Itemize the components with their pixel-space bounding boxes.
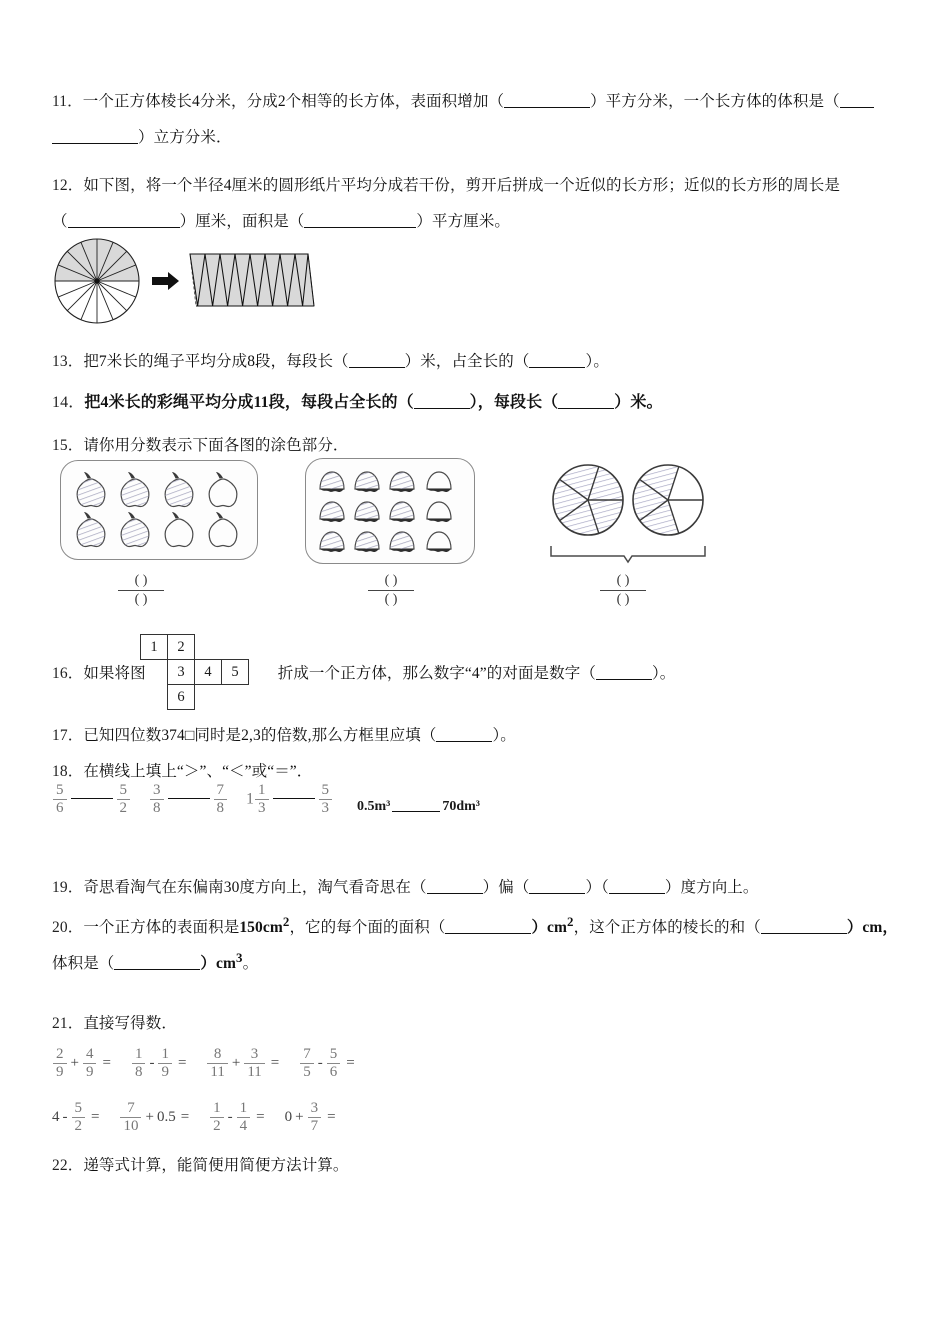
question-20-blank-1[interactable]	[445, 933, 531, 934]
expression-6-equals: =	[180, 1108, 190, 1125]
question-20-sup-2: 2	[567, 914, 574, 929]
expression-8-operand-b	[308, 1100, 322, 1135]
comparison-2[interactable]	[149, 782, 228, 817]
question-20-blank-3[interactable]	[114, 969, 200, 970]
expression-1-operator: +	[70, 1054, 79, 1071]
question-17-text-e: 的倍数,那么方框里应填（	[260, 727, 437, 744]
comparison-3-right-denominator: 3	[319, 799, 333, 817]
question-22-text: 递等式计算，能简便用简便方法计算。	[83, 1157, 349, 1174]
sector-circle	[55, 239, 139, 323]
comparison-1-right-denominator: 2	[117, 799, 131, 817]
mushroom-tray	[305, 458, 475, 564]
question-11-text-tail: ）立方分米．	[138, 129, 232, 146]
question-12-text-mid: ）厘米，面积是（	[179, 213, 305, 230]
answer-fraction-2-denominator[interactable]: ( )	[384, 591, 398, 607]
question-14-text-c: 米长的彩绳平均分成	[108, 394, 254, 411]
question-20-text-a: 一个正方体的表面积是	[83, 919, 240, 937]
expression-7-b-denominator: 4	[237, 1117, 251, 1135]
answer-fraction-1-numerator[interactable]: ( )	[118, 572, 164, 591]
comparison-3-left-numerator: 1	[258, 782, 266, 798]
answer-fraction-2[interactable]	[368, 572, 414, 608]
apple-tray-figure	[60, 460, 258, 560]
question-20-number: 20．	[52, 919, 84, 937]
question-19-text-f: ）度方向上。	[664, 879, 759, 896]
apple-grid-svg	[71, 470, 249, 552]
expression-3-b-denominator: 11	[244, 1063, 264, 1081]
expression-2-operand-b	[158, 1046, 172, 1081]
rearranged-strip	[190, 254, 314, 306]
expression-1-equals: =	[102, 1054, 111, 1071]
question-20-sup-1: 2	[282, 914, 290, 929]
expression-4-b-numerator: 5	[329, 1046, 338, 1062]
question-16-blank[interactable]	[596, 679, 652, 680]
expression-4-a-denominator: 5	[300, 1063, 314, 1081]
question-16-quote-open: “	[464, 665, 472, 682]
expression-5-operator: -	[62, 1108, 68, 1125]
expression-2-b-numerator: 1	[161, 1046, 169, 1062]
comparison-3-left-denominator: 3	[255, 799, 269, 817]
question-14-length: 4	[100, 394, 109, 411]
cube-net-cell-empty-2	[222, 635, 249, 660]
cube-net-row-1	[141, 635, 249, 660]
question-22	[52, 1152, 922, 1181]
expression-8-a-whole: 0	[284, 1108, 293, 1125]
question-14	[52, 388, 922, 418]
question-11-text-a: 一个正方体棱长	[82, 93, 192, 110]
comparison-3-left-mixed	[246, 782, 270, 817]
question-16-text-a: 如果将图	[83, 665, 146, 682]
question-18-number: 18．	[52, 763, 84, 780]
expression-8-equals: =	[327, 1108, 336, 1125]
circle-partial	[633, 465, 703, 535]
question-14-text-f: ），每段长（	[469, 394, 559, 411]
comparison-2-blank[interactable]	[168, 798, 210, 799]
expression-5-a-whole: 4	[52, 1108, 60, 1125]
expression-3[interactable]	[206, 1046, 279, 1081]
comparison-1-left-fraction	[53, 782, 67, 817]
expression-4-operator: -	[317, 1054, 323, 1071]
expression-7-a-numerator: 1	[213, 1100, 221, 1116]
question-21-text: 直接写得数．	[83, 1015, 177, 1032]
question-12-text-a: 如下图，将一个半径	[83, 177, 224, 194]
question-19-degrees: 30	[223, 879, 240, 896]
comparison-2-left-denominator: 8	[150, 799, 164, 817]
question-11-value-edge: 4	[191, 93, 200, 110]
question-13-text-a: 把	[83, 353, 99, 370]
expression-2-equals: =	[177, 1054, 187, 1071]
comparison-1-left-numerator: 5	[56, 782, 64, 798]
question-19-text-a: 奇思看淘气在东偏南	[83, 879, 224, 896]
mushroom-tray-figure	[305, 458, 475, 564]
expression-6-operand-a	[120, 1100, 141, 1135]
comparison-3[interactable]	[246, 782, 333, 817]
expression-4-operand-b	[327, 1046, 341, 1081]
cube-net-cell-6: 6	[168, 685, 195, 710]
expression-1-b-numerator: 4	[85, 1046, 94, 1062]
comparison-3-right-fraction	[319, 782, 333, 817]
question-11-text-c: 分米，分成	[199, 93, 278, 110]
comparison-3-blank[interactable]	[273, 798, 315, 799]
expression-4-a-numerator: 7	[303, 1046, 311, 1062]
expression-2-operand-a	[132, 1046, 146, 1081]
expression-2-a-numerator: 1	[134, 1046, 143, 1062]
question-13-text-g: ）。	[585, 353, 609, 370]
expression-5[interactable]	[52, 1100, 99, 1135]
comparison-2-right-denominator: 8	[214, 799, 228, 817]
cube-net-cell-empty-1	[195, 635, 222, 660]
comparison-4-left-value: 0.5m³	[357, 798, 391, 814]
question-11-number: 11．	[52, 93, 83, 110]
answer-fraction-3[interactable]	[600, 572, 646, 608]
question-14-blank-2[interactable]	[558, 408, 614, 409]
expression-5-equals: =	[91, 1108, 100, 1125]
expression-3-equals: =	[270, 1054, 280, 1071]
expression-2-a-denominator: 8	[132, 1063, 146, 1081]
question-20-text-tail: 。	[242, 955, 259, 973]
question-20-sup-3: 3	[236, 950, 243, 965]
expression-1-a-numerator: 2	[56, 1046, 64, 1062]
question-13-blank-2[interactable]	[529, 367, 585, 368]
question-11-text-f: ）平方分米，一个长方体的体积是（	[590, 93, 840, 110]
mushroom-grid-svg	[315, 467, 467, 557]
expression-1-operand-b	[83, 1046, 97, 1081]
question-13-text-c: 米长的绳子平均分成	[106, 353, 248, 370]
expression-7-a-denominator: 2	[210, 1117, 224, 1135]
expression-7[interactable]	[209, 1100, 264, 1135]
expression-3-a-denominator: 11	[207, 1063, 227, 1081]
circle-full	[553, 465, 623, 535]
expression-7-operator: -	[227, 1108, 233, 1125]
question-12-text-tail: ）平方厘米。	[416, 213, 511, 230]
answer-fraction-1[interactable]	[118, 572, 164, 608]
question-17-blank[interactable]	[436, 741, 492, 742]
question-21-row-2	[52, 1100, 356, 1135]
question-21-row-1	[52, 1046, 375, 1081]
question-17-text-c: 同时是	[194, 727, 242, 744]
question-20-line2	[52, 946, 932, 979]
expression-7-b-numerator: 1	[239, 1100, 248, 1116]
question-15	[52, 432, 922, 461]
circle-to-rectangle-svg	[52, 238, 322, 324]
question-17-text-a: 已知四位数	[83, 727, 162, 744]
answer-fraction-3-denominator[interactable]: ( )	[616, 591, 630, 607]
cube-net-cell-3: 3	[168, 660, 195, 685]
expression-3-operand-a	[207, 1046, 227, 1081]
question-12-blank-area[interactable]	[304, 227, 416, 228]
question-11-value-parts: 2	[277, 93, 286, 110]
question-13-segments: 8	[247, 353, 256, 370]
expression-8-b-numerator: 3	[310, 1100, 319, 1116]
expression-3-operand-b	[244, 1046, 264, 1081]
expression-1[interactable]	[52, 1046, 111, 1081]
comparison-1-left-denominator: 6	[53, 799, 67, 817]
cube-net-cell-5: 5	[222, 660, 249, 685]
question-17-box-icon: □	[184, 727, 195, 744]
comparison-2-left-fraction	[150, 782, 164, 817]
comparison-2-left-numerator: 3	[153, 782, 161, 798]
expression-4-equals: =	[346, 1054, 355, 1071]
cube-net-cell-1: 1	[141, 635, 168, 660]
expression-3-b-numerator: 3	[250, 1046, 259, 1062]
comparison-4-blank[interactable]	[392, 811, 440, 812]
circle-to-rectangle-diagram	[52, 238, 322, 329]
question-11-blank-1[interactable]	[504, 107, 590, 108]
question-18-text: 在横线上填上“＞”、“＜”或“＝”．	[83, 763, 313, 780]
question-14-text-g: ）米。	[614, 394, 663, 411]
question-11-blank-2b[interactable]	[52, 143, 138, 144]
question-13	[52, 348, 922, 377]
question-22-number: 22．	[52, 1157, 84, 1174]
question-19-blank-1[interactable]	[427, 893, 483, 894]
expression-6[interactable]	[119, 1100, 189, 1135]
question-13-blank-1[interactable]	[349, 367, 405, 368]
question-14-blank-1[interactable]	[414, 408, 470, 409]
comparison-1-right-fraction	[117, 782, 131, 817]
question-13-text-f: ）米，占全长的（	[404, 353, 530, 370]
expression-7-operand-a	[210, 1100, 224, 1135]
apple-tray	[60, 460, 258, 560]
question-20-unit-1: ）cm	[531, 919, 568, 937]
question-20-blank-2[interactable]	[761, 933, 847, 934]
expression-6-operator: +	[145, 1108, 154, 1125]
expression-6-b-decimal: 0.5	[156, 1108, 176, 1125]
question-17-number: 17．	[52, 727, 84, 744]
question-15-text: 请你用分数表示下面各图的涂色部分．	[83, 437, 349, 454]
expression-3-a-numerator: 8	[213, 1046, 222, 1062]
question-19-blank-3[interactable]	[609, 893, 665, 894]
question-13-length: 7	[98, 353, 107, 370]
comparison-1[interactable]	[52, 782, 131, 817]
question-11-text-e: 个相等的长方体，表面积增加（	[285, 93, 505, 110]
question-12-text-paren-open: （	[52, 213, 68, 230]
question-11-line2	[52, 124, 912, 153]
expression-2[interactable]	[131, 1046, 186, 1081]
comparison-1-blank[interactable]	[71, 798, 113, 799]
question-16-text-b: 折成一个正方体，那么数字	[277, 665, 465, 682]
question-11	[52, 88, 912, 117]
question-13-text-e: 段，每段长（	[255, 353, 349, 370]
question-20-text-e: ，这个正方体的棱长的和（	[573, 919, 761, 937]
question-12-blank-perimeter[interactable]	[68, 227, 180, 228]
circle-pair-figure	[548, 458, 718, 573]
question-19-text-c: 度方向上，淘气看奇思在（	[239, 879, 427, 896]
cube-net-cell-2: 2	[168, 635, 195, 660]
question-14-text-a: 把	[84, 394, 101, 411]
expression-8-b-denominator: 7	[308, 1117, 322, 1135]
expression-7-equals: =	[256, 1108, 265, 1125]
question-13-number: 13．	[52, 353, 84, 370]
cube-net-cell-4: 4	[195, 660, 222, 685]
expression-2-b-denominator: 9	[158, 1063, 172, 1081]
question-12-text-c: 厘米的圆形纸片平均分成若干份，剪开后拼成一个近似的长方形；近似的长方形的周长是	[231, 177, 840, 194]
question-20-unit-3: ）cm	[200, 955, 236, 973]
question-14-text-e: 段，每段占全长的（	[268, 394, 414, 411]
question-14-number: 14．	[52, 394, 85, 411]
question-11-blank-2a[interactable]	[840, 107, 874, 108]
question-16-text-c: 的对面是数字（	[486, 665, 596, 682]
question-12-number: 12．	[52, 177, 84, 194]
expression-5-b-denominator: 2	[72, 1117, 86, 1135]
comparison-3-left-whole: 1	[246, 790, 254, 808]
question-12-line2	[52, 208, 922, 237]
question-16-digit: 4	[471, 665, 480, 682]
comparison-2-right-fraction	[214, 782, 228, 817]
arrow-icon	[152, 272, 179, 290]
question-15-number: 15．	[52, 437, 84, 454]
brace	[551, 546, 705, 562]
question-19-text-e: ）（	[585, 879, 609, 896]
expression-4[interactable]	[299, 1046, 354, 1081]
question-20-unit-2: ）cm，	[846, 919, 899, 937]
question-12-radius: 4	[223, 177, 232, 194]
answer-fraction-1-denominator[interactable]: ( )	[134, 591, 148, 607]
question-17-divisors: 2,3	[241, 727, 261, 744]
expression-4-b-denominator: 6	[327, 1063, 341, 1081]
comparison-2-right-numerator: 7	[216, 782, 224, 798]
expression-1-a-denominator: 9	[53, 1063, 67, 1081]
question-19-text-d: ）偏（	[482, 879, 530, 896]
expression-6-a-numerator: 7	[127, 1100, 135, 1116]
question-16-number: 16．	[52, 665, 84, 682]
circle-pair-svg	[548, 458, 718, 568]
question-19-number: 19．	[52, 879, 84, 896]
expression-8-operator: +	[295, 1108, 304, 1125]
answer-fraction-3-numerator[interactable]: ( )	[600, 572, 646, 591]
comparison-1-right-numerator: 5	[119, 782, 127, 798]
question-14-segments: 11	[253, 394, 269, 411]
question-20	[52, 910, 942, 943]
expression-7-operand-b	[237, 1100, 251, 1135]
expression-1-operand-a	[53, 1046, 67, 1081]
comparison-4-units[interactable]	[357, 799, 480, 817]
question-21	[52, 1010, 922, 1039]
expression-8[interactable]	[285, 1100, 336, 1135]
question-16-text-d: ）。	[651, 665, 676, 682]
expression-3-operator: +	[231, 1054, 241, 1071]
question-16-quote-close: ”	[479, 665, 487, 682]
comparison-4-right-value: 70dm³	[442, 798, 481, 814]
question-17	[52, 722, 922, 751]
question-17-number-value: 374	[161, 727, 185, 744]
comparison-3-right-numerator: 5	[321, 782, 329, 798]
expression-1-b-denominator: 9	[83, 1063, 97, 1081]
expression-6-a-denominator: 10	[120, 1117, 141, 1135]
expression-4-operand-a	[300, 1046, 314, 1081]
question-12	[52, 172, 922, 201]
question-19-blank-2[interactable]	[529, 893, 585, 894]
question-21-number: 21．	[52, 1015, 84, 1032]
question-18-comparisons	[52, 782, 480, 817]
question-17-text-f: ）。	[492, 727, 516, 744]
answer-fraction-2-numerator[interactable]: ( )	[368, 572, 414, 591]
question-20-text-c: ，它的每个面的面积（	[289, 919, 446, 937]
question-16	[52, 660, 922, 689]
question-19	[52, 874, 932, 903]
comparison-3-left-fraction	[255, 782, 269, 817]
question-20-text-volume: 体积是（	[52, 955, 115, 973]
question-20-surface-area: 150cm	[239, 919, 283, 937]
expression-5-operand-b	[72, 1100, 86, 1135]
expression-2-operator: -	[149, 1054, 155, 1071]
expression-5-b-numerator: 5	[74, 1100, 82, 1116]
